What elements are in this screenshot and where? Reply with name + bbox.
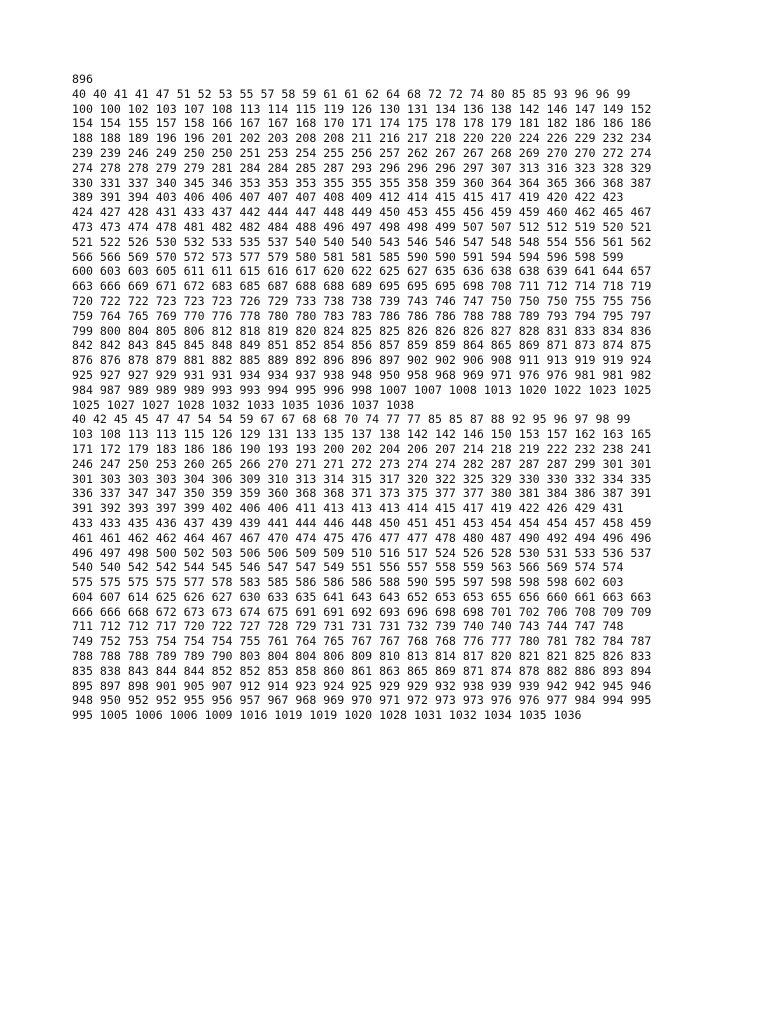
text-line: 720 722 722 723 723 723 726 729 733 738 738 739 743 746 747 750 750 750 755 755 756 (72, 293, 652, 308)
text-line: 171 172 179 183 186 186 190 193 193 200 202 204 206 207 214 218 219 222 232 238 241 (72, 441, 652, 456)
text-line: 835 838 843 844 844 852 852 853 858 860 861 863 865 869 871 874 878 882 886 893 894 (72, 663, 652, 678)
text-line: 473 473 474 478 481 482 482 484 488 496 497 498 498 499 507 507 512 512 519 520 521 (72, 219, 652, 234)
text-line: 600 603 603 605 611 611 615 616 617 620 622 625 627 635 636 638 638 639 641 644 657 (72, 264, 652, 279)
text-line: 925 927 927 929 931 931 934 934 937 938 948 950 958 968 969 971 976 976 981 981 982 (72, 367, 652, 382)
text-line: 461 461 462 462 464 467 467 470 474 475 476 477 477 478 480 487 490 492 494 496 496 (72, 530, 652, 545)
text-line: 154 154 155 157 158 166 167 167 168 170 171 174 175 178 178 179 181 182 186 186 186 (72, 116, 652, 131)
text-line: 330 331 337 340 345 346 353 353 353 355 355 355 358 359 360 364 364 365 366 368 387 (72, 175, 652, 190)
text-line: 749 752 753 754 754 754 755 761 764 765 767 767 768 768 776 777 780 781 782 784 787 (72, 634, 652, 649)
text-line: 433 433 435 436 437 439 439 441 444 446 448 450 451 451 453 454 454 454 457 458 459 (72, 515, 652, 530)
text-line: 496 497 498 500 502 503 506 506 509 509 510 516 517 524 526 528 530 531 533 536 537 (72, 545, 652, 560)
text-line: 663 666 669 671 672 683 685 687 688 688 689 695 695 695 698 708 711 712 714 718 719 (72, 279, 652, 294)
text-line: 895 897 898 901 905 907 912 914 923 924 925 929 929 932 938 939 939 942 942 945 946 (72, 678, 652, 693)
text-line: 391 392 393 397 399 402 406 406 411 413 413 413 414 415 417 419 422 426 429 431 (72, 501, 624, 516)
text-line: 301 303 303 303 304 306 309 310 313 314 315 317 320 322 325 329 330 330 332 334 335 (72, 471, 652, 486)
text-line: 896 (72, 72, 93, 86)
text-line: 799 800 804 805 806 812 818 819 820 824 825 825 826 826 826 827 828 831 833 834 836 (72, 323, 652, 338)
text-line: 759 764 765 769 770 776 778 780 780 783 783 786 786 786 788 788 789 793 794 795 797 (72, 308, 652, 323)
text-line: 566 566 569 570 572 573 577 579 580 581 581 585 590 590 591 594 594 596 598 599 (72, 249, 624, 264)
text-line: 995 1005 1006 1006 1009 1016 1019 1019 1020 1028 1031 1032 1034 1035 1036 (72, 708, 582, 723)
text-line: 336 337 347 347 350 359 359 360 368 368 371 373 375 377 377 380 381 384 386 387 391 (72, 486, 652, 501)
text-line: 540 540 542 542 544 545 546 547 547 549 551 556 557 558 559 563 566 569 574 574 (72, 560, 624, 575)
text-line: 40 40 41 41 47 51 52 53 55 57 58 59 61 61 62 64 68 72 72 74 80 85 85 93 96 96 99 (72, 86, 631, 101)
text-line: 389 391 394 403 406 406 407 407 407 408 409 412 414 415 415 417 419 420 422 423 (72, 190, 624, 205)
text-line: 246 247 250 253 260 265 266 270 271 271 272 273 274 274 282 287 287 287 299 301 301 (72, 456, 652, 471)
text-line: 666 666 668 672 673 673 674 675 691 691 692 693 696 698 698 701 702 706 708 709 709 (72, 604, 652, 619)
text-line: 842 842 843 845 845 848 849 851 852 854 856 857 859 859 864 865 869 871 873 874 875 (72, 338, 652, 353)
text-line: 103 108 113 113 115 126 129 131 133 135 137 138 142 142 146 150 153 157 162 163 165 (72, 427, 652, 442)
text-line: 876 876 878 879 881 882 885 889 892 896 896 897 902 902 906 908 911 913 919 919 924 (72, 353, 652, 368)
text-line: 521 522 526 530 532 533 535 537 540 540 540 543 546 546 547 548 548 554 556 561 562 (72, 234, 652, 249)
text-line: 274 278 278 279 279 281 284 284 285 287 293 296 296 296 297 307 313 316 323 328 329 (72, 160, 652, 175)
text-line: 40 42 45 45 47 47 54 54 59 67 67 68 68 70 74 77 77 85 85 87 88 92 95 96 97 98 99 (72, 412, 631, 427)
text-line: 788 788 788 789 789 790 803 804 804 806 809 810 813 814 817 820 821 821 825 826 833 (72, 649, 652, 664)
text-line: 575 575 575 575 577 578 583 585 586 586 586 588 590 595 597 598 598 598 602 603 (72, 575, 624, 590)
text-line: 239 239 246 249 250 250 251 253 254 255 256 257 262 267 267 268 269 270 270 272 274 (72, 145, 652, 160)
text-line: 711 712 712 717 720 722 727 728 729 731 731 731 732 739 740 740 743 744 747 748 (72, 619, 624, 634)
text-line: 100 100 102 103 107 108 113 114 115 119 126 130 131 134 136 138 142 146 147 149 152 (72, 101, 652, 116)
text-line: 604 607 614 625 626 627 630 633 635 641 643 643 652 653 653 655 656 660 661 663 663 (72, 589, 652, 604)
number-listing (72, 72, 712, 723)
text-line: 188 188 189 196 196 201 202 203 208 208 211 216 217 218 220 220 224 226 229 232 234 (72, 131, 652, 146)
text-line: 1025 1027 1027 1028 1032 1033 1035 1036 1037 1038 (72, 397, 415, 412)
text-line: 984 987 989 989 989 993 993 994 995 996 998 1007 1007 1008 1013 1020 1022 1023 1025 (72, 382, 652, 397)
text-line: 424 427 428 431 433 437 442 444 447 448 449 450 453 455 456 459 459 460 462 465 467 (72, 205, 652, 220)
text-line: 948 950 952 952 955 956 957 967 968 969 970 971 972 973 973 976 976 977 984 994 995 (72, 693, 652, 708)
